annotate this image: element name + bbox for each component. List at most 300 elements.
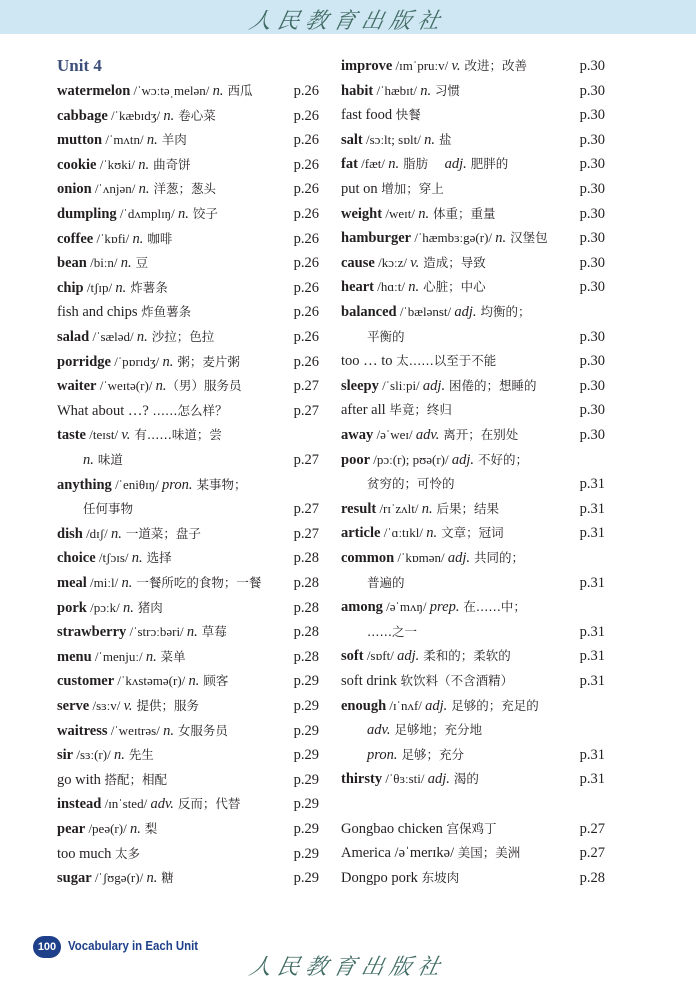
phonetic: /ˈθɜːsti/ [382,771,428,787]
vocab-entry [341,718,605,742]
chinese-meaning: 毕竟；终归 [389,402,452,418]
part-of-speech: v. [451,58,461,74]
headword: article [341,525,381,542]
entry-text [341,353,496,369]
phonetic: /hɑːt/ [374,279,409,295]
part-of-speech: adj. [454,304,477,320]
page-ref: p.27 [293,501,319,518]
part-of-speech: adj. [447,550,471,566]
entry-text [57,231,172,247]
entry-text [341,599,526,615]
part-of-speech: v. [410,254,420,271]
chinese-meaning: 草莓 [197,624,227,640]
page-ref: p.28 [293,599,319,616]
vocab-entry [341,423,605,447]
entry-text [341,624,417,640]
headword: sleepy [341,377,379,394]
entry-text [57,280,168,296]
headword: enough [341,697,387,714]
page-ref: p.27 [293,378,319,395]
vocab-entry [341,521,605,545]
chinese-meaning: 搭配；相配 [104,771,168,787]
phonetic: /ɪmˈpruːv/ [392,58,452,73]
entry-text [57,501,133,517]
vocab-entry [57,325,319,349]
headword: waiter [57,378,97,395]
phrase: soft drink [341,673,401,689]
chinese-meaning: 先生 [124,747,154,763]
part-of-speech: n. [420,82,432,99]
chinese-meaning: 提供；服务 [132,698,200,713]
page-ref: p.30 [579,131,605,148]
chinese-meaning: 渴的 [449,771,479,787]
chinese-meaning: 有……味道；尝 [130,427,222,443]
part-of-speech: adj. [397,648,420,665]
page-ref: p.26 [293,329,319,345]
entry-text [341,279,486,295]
page-ref: p.29 [293,673,319,690]
vocab-entry [57,473,319,497]
chinese-meaning: 共同的； [470,550,525,565]
entry-text [57,304,191,320]
vocab-entry [341,817,605,841]
entry-text [57,870,174,886]
headword: sugar [57,870,92,887]
page-ref: p.30 [579,427,605,443]
entry-text [57,723,228,739]
phrase: Gongbao chicken [341,820,447,837]
phonetic: /əˈmʌŋ/ [382,599,430,615]
entry-text [341,747,464,763]
page-ref: p.30 [579,58,605,74]
headword: among [341,599,383,616]
part-of-speech: n. [145,648,157,665]
headword: sir [57,747,74,764]
headword: hamburger [341,230,412,247]
headword: pork [57,599,87,616]
phonetic: /sɒft/ [363,648,398,664]
entry-text [341,107,421,123]
phrase: too … to [341,353,397,370]
part-of-speech: n. [115,279,127,296]
part-of-speech: prep. [429,599,460,616]
entry-text [341,673,513,689]
vocab-entry [341,620,605,644]
entry-text [341,501,499,517]
page-ref: p.30 [579,402,605,419]
entry-text [57,550,172,566]
entry-text [57,796,240,812]
part-of-speech: n. [113,747,125,764]
unit-title: Unit 4 [57,56,102,75]
vocab-entry [57,350,319,374]
phonetic: /ˈkʊki/ [96,156,139,172]
headword: bean [57,255,87,272]
vocab-entry [341,103,605,127]
part-of-speech: n. [421,500,433,517]
entry-text [57,181,216,197]
phonetic: /ˈɑːtɪkl/ [380,525,427,541]
part-of-speech: n. [155,378,167,395]
chinese-meaning: 沙拉；色拉 [147,329,215,344]
phonetic: /peə(r)/ [85,821,130,836]
vocab-entry [57,620,319,644]
vocab-entry [57,743,319,767]
part-of-speech: n. [129,821,141,837]
vocab-entry [57,719,319,743]
headword: thirsty [341,771,383,788]
page-ref: p.31 [579,476,605,493]
headword: habit [341,82,374,99]
chinese-meaning: 脂肪 [399,156,445,172]
part-of-speech: n. [163,107,175,124]
vocab-entry [57,645,319,669]
entry-text [341,698,539,714]
chinese-meaning: 东坡肉 [421,869,460,885]
part-of-speech: n. [146,870,158,887]
part-of-speech: adj. [444,156,467,173]
phonetic: /ˈhæmbɜːgə(r)/ [411,230,496,246]
vocab-entry [57,497,319,521]
page-ref: p.31 [579,673,605,689]
phonetic: /ˈdʌmplɪŋ/ [116,206,178,221]
vocab-entry [341,374,605,398]
chinese-meaning: 增加；穿上 [381,181,444,196]
headword: heart [341,279,375,296]
entry-text [341,255,486,271]
headword: poor [341,451,370,468]
page-ref: p.26 [293,304,319,321]
entry-text [341,821,497,837]
page-ref: p.31 [579,574,605,591]
chinese-meaning: 某事物； [192,476,247,492]
headword: mutton [57,132,103,149]
vocab-entry [341,595,605,619]
entry-text [57,108,216,124]
page-ref: p.28 [293,550,319,567]
page-ref: p.30 [579,107,605,124]
phonetic: /ˈʃʊgə(r)/ [91,870,147,886]
page-ref: p.27 [579,845,605,862]
page-ref: p.29 [293,845,319,862]
page-ref: p.26 [293,107,319,124]
entry-text [341,476,455,492]
part-of-speech: n. [110,525,122,542]
part-of-speech: n. [121,575,133,591]
page-ref: p.28 [579,869,605,886]
section-label: Vocabulary in Each Unit [68,938,199,953]
part-of-speech: n. [131,550,143,567]
phonetic: /tʃɔɪs/ [95,550,132,566]
entry-text [57,673,228,689]
vocab-entry [341,398,605,422]
headword: strawberry [57,624,127,641]
phonetic: /biːn/ [86,255,121,271]
page-ref: p.30 [579,328,605,345]
entry-text [57,255,148,271]
part-of-speech: n. [83,452,94,468]
page-ref: p.30 [579,230,605,247]
phonetic: /ˈbælənst/ [396,304,455,319]
chinese-meaning: ……之一 [367,623,418,639]
entry-text [57,526,201,542]
vocab-entry [57,202,319,226]
headword: cause [341,254,375,271]
page-ref: p.30 [579,205,605,222]
part-of-speech: n. [163,722,174,739]
vocab-entry [57,596,319,620]
part-of-speech: adv. [367,722,391,739]
vocab-entry [57,768,319,792]
headword: chip [57,279,84,296]
phonetic: /kɔːz/ [374,254,411,270]
part-of-speech: n. [146,132,158,149]
entry-text [57,329,214,345]
phrase: after all [341,402,390,419]
chinese-meaning: 后果；结果 [432,500,500,516]
part-of-speech: adj. [425,697,448,714]
chinese-meaning: 梨 [140,821,158,836]
entry-text [341,402,452,418]
headword: away [341,427,374,443]
vocab-entry [57,792,319,816]
entry-text [341,648,511,664]
entry-text [57,157,191,173]
vocab-entry [341,571,605,595]
entry-text [57,403,227,419]
phrase: Dongpo pork [341,869,422,886]
page-ref: p.29 [293,821,319,837]
headword: dumpling [57,206,117,222]
chinese-meaning: 习惯 [431,82,461,98]
vocab-entry [341,448,605,472]
headword: choice [57,550,96,567]
headword: instead [57,796,102,813]
vocab-entry [341,300,605,324]
phrase: too much [57,845,115,862]
entry-text [341,427,518,443]
vocab-entry [57,522,319,546]
vocab-entry [57,571,319,595]
headword: coffee [57,230,94,247]
phonetic: /ˈweɪtrəs/ [107,722,164,738]
page-ref: p.31 [579,746,605,763]
part-of-speech: n. [120,255,132,272]
vocab-entry [57,300,319,324]
phonetic: /ˈstrɔːbəri/ [126,624,187,640]
page-ref: p.30 [579,254,605,271]
part-of-speech: n. [138,156,150,173]
entry-text [341,771,479,787]
part-of-speech: n. [138,181,150,198]
part-of-speech: v. [121,427,131,444]
vocab-entry [57,399,319,423]
vocab-entry [57,153,319,177]
headword: dish [57,525,83,542]
part-of-speech: n. [388,156,400,173]
entry-text [341,329,405,345]
chinese-meaning: 软饮料（不含酒精） [400,673,514,688]
vocab-entry [57,546,319,570]
vocab-entry [341,669,605,693]
chinese-meaning: 困倦的；想睡的 [445,377,537,393]
chinese-meaning: 不好的； [474,451,528,467]
chinese-meaning: 肥胖的 [466,156,509,172]
entry-text [341,206,496,222]
phonetic: /ˈkæbɪdʒ/ [107,107,164,123]
phonetic: /ˈwɔːtəˌmelən/ [130,83,213,98]
vocab-entry [57,842,319,866]
page-ref: p.28 [293,648,319,665]
page-ref: p.31 [579,500,605,517]
page-ref: p.30 [579,181,605,197]
vocab-entry [341,251,605,275]
headword: anything [57,476,112,493]
chinese-meaning: 饺子 [188,206,218,221]
chinese-meaning: 卷心菜 [174,107,216,123]
phonetic: /ˈweɪtə(r)/ [96,378,156,394]
chinese-meaning: 体重；重量 [429,205,496,221]
vocab-entry [341,177,605,201]
page-ref: p.30 [579,279,605,296]
chinese-meaning: 快餐 [395,107,421,123]
part-of-speech: adj. [427,771,450,788]
page-ref: p.31 [579,771,605,788]
page-ref: p.26 [293,83,319,99]
page-ref: p.28 [293,575,319,591]
entry-text [57,649,186,665]
vocab-entry [341,497,605,521]
headword: salad [57,329,90,345]
entry-text [341,156,508,172]
headword: menu [57,648,92,665]
page-ref: p.29 [293,747,319,764]
phonetic: /ˈsliːpi/ [378,377,423,393]
phrase: What about …? [57,402,153,419]
part-of-speech: n. [424,131,435,148]
phonetic: /weɪt/ [382,205,419,221]
vocab-entry [57,374,319,398]
entry-text [57,427,222,443]
entry-text [341,452,528,468]
page-ref: p.29 [293,722,319,739]
entry-text [57,698,199,714]
entry-text [341,230,548,246]
vocab-entry [341,694,605,718]
headword: onion [57,181,92,198]
vocab-entry [57,177,319,201]
page-ref: p.29 [293,771,319,788]
entry-text [57,354,240,370]
chinese-meaning: 足够的；充足的 [447,697,539,713]
phonetic: /ˈpɒrɪdʒ/ [110,353,163,369]
chinese-meaning: 咖啡 [143,230,173,246]
publisher-logo-footer: 人民教育出版社 [246,955,449,980]
chinese-meaning: 洋葱；葱头 [149,181,216,197]
entry-text [57,83,252,99]
part-of-speech: adj. [422,377,446,394]
vocab-entry [341,841,605,865]
chinese-meaning: 平衡的 [367,328,405,344]
page-ref: p.28 [293,624,319,641]
phonetic: /ɪˈnʌf/ [386,697,426,713]
page-ref: p.31 [579,623,605,640]
phonetic: /ˈʌnjən/ [91,181,139,197]
phonetic: /əˈweɪ/ [373,427,416,442]
phonetic: /pɔː(r); pʊə(r)/ [370,451,452,467]
page-ref: p.30 [579,156,605,173]
part-of-speech: adj. [451,451,475,468]
page-ref: p.26 [293,230,319,247]
chinese-meaning: 西瓜 [223,83,253,98]
headword: salt [341,131,363,148]
page-ref: p.30 [579,82,605,99]
page-ref: p.26 [293,353,319,370]
vocab-entry [57,448,319,472]
chinese-meaning: 盐 [434,131,452,147]
vocab-entry [341,325,605,349]
chinese-meaning: 普遍的 [367,574,405,590]
headword: fat [341,156,358,173]
entry-text [57,624,227,640]
phrase: go with [57,771,105,788]
chinese-meaning: 足够地；充分地 [390,722,482,738]
entry-text [57,575,261,591]
part-of-speech: n. [212,83,224,99]
chinese-meaning: 贫穷的；可怜的 [367,476,455,492]
headword: result [341,500,377,517]
chinese-meaning: 反而；代替 [173,796,241,812]
chinese-meaning: 离开；在别处 [439,427,519,442]
publisher-logo: 人民教育出版社 [246,9,449,34]
page-ref: p.26 [293,255,319,272]
headword: common [341,550,395,566]
chinese-meaning: 猪肉 [133,599,163,615]
chinese-meaning: 均衡的； [476,304,531,319]
vocab-entry [57,866,319,890]
chinese-meaning: 柔和的；柔软的 [419,648,511,664]
part-of-speech: n. [186,624,198,641]
chinese-meaning: ……怎么样？ [152,402,228,418]
chinese-meaning: 菜单 [156,648,186,664]
part-of-speech: n. [426,525,438,542]
entry-text [57,846,140,862]
vocab-entry [57,128,319,152]
entry-text [341,722,482,738]
page-ref: p.31 [579,525,605,542]
entry-text [341,550,524,566]
vocab-entry [341,79,605,103]
entry-text [341,845,520,861]
chinese-meaning: 太……以至于不能 [396,353,497,369]
entry-text [341,58,527,74]
entry-text [341,525,504,541]
vocab-entry [341,128,605,152]
headword: balanced [341,304,397,320]
chinese-meaning: 任何事物 [83,501,134,517]
chinese-meaning: 改进；改善 [460,58,527,73]
phonetic: /rɪˈzʌlt/ [376,500,422,516]
chinese-meaning: 造成；导致 [419,254,486,270]
phonetic: /sɔːlt; sɒlt/ [362,131,425,147]
page-ref: p.29 [293,796,319,813]
entry-text [341,870,459,886]
page-ref: p.27 [293,402,319,419]
entry-text [341,304,531,320]
phonetic: /ɪnˈsted/ [101,796,151,812]
chinese-meaning: 美国；美洲 [457,845,521,861]
vocab-entry [341,767,605,791]
